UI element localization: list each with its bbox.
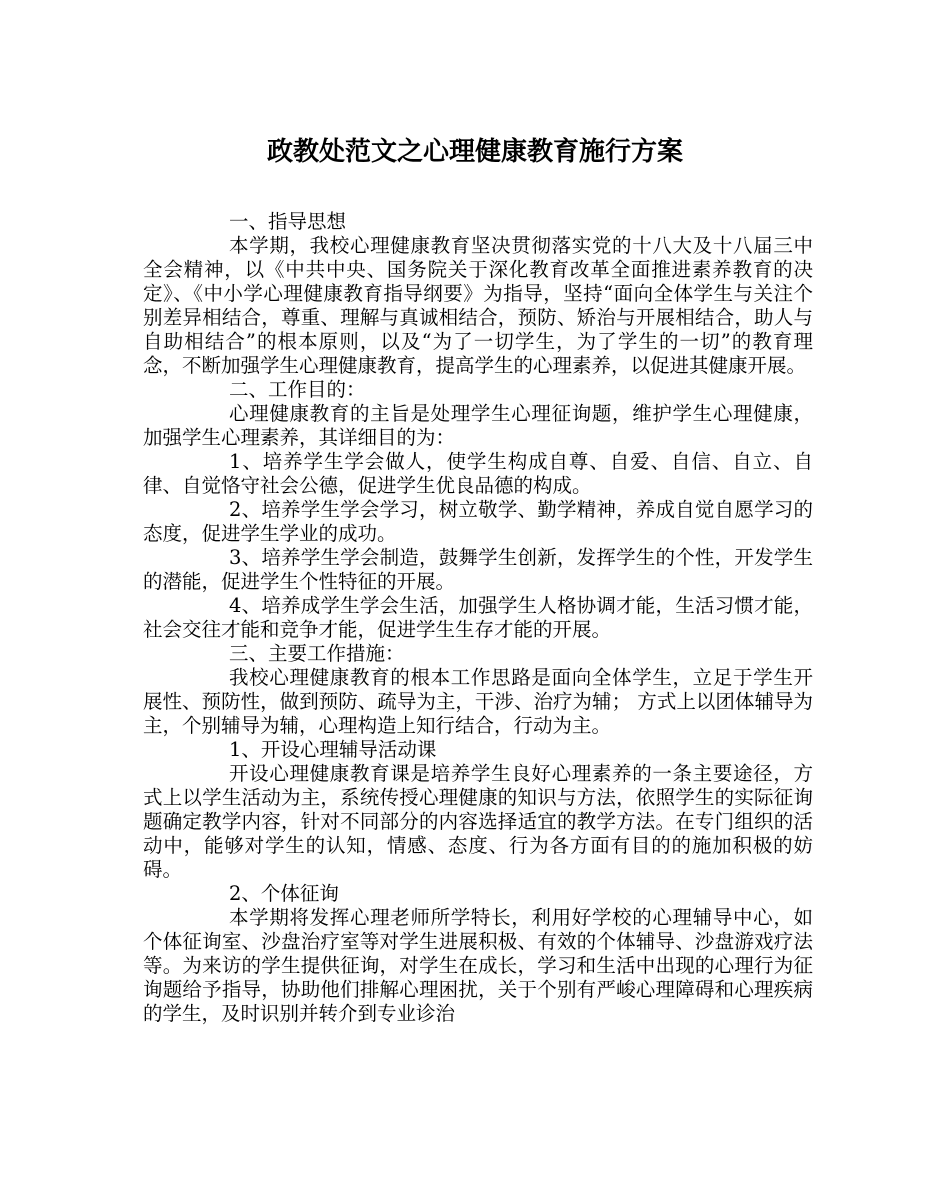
paragraph: 开设心理健康教育课是培养学生良好心理素养的一条主要途径，方式上以学生活动为主，系统传授心理健康的知识与方法，依照学生的实际征询题确定教学内容，针对不同部分的内容选择适宜的教学方法。在专门组织的活动中，能够对学生的认知，情感、态度、行为各方面有目的的施加积极的妨碍。 — [143, 762, 813, 881]
heading-work-goals: 二、工作目的： — [229, 378, 366, 401]
list-item: 1、培养学生学会做人，使学生构成自尊、自爱、自信、自立、自律、自觉恪守社会公德，促进学生优良品德的构成。 — [143, 450, 813, 497]
list-item: 3、培养学生学会制造，鼓舞学生创新，发挥学生的个性，开发学生的潜能，促进学生个性特征的开展。 — [143, 546, 813, 593]
paragraph: 本学期，我校心理健康教育坚决贯彻落实党的十八大及十八届三中全会精神，以《中共中央、国务院关于深化教育改革全面推进素养教育的决定》、《中小学心理健康教育指导纲要》为指导，坚持“面向全体学生与关注个别差异相结合，尊重、理解与真诚相结合，预防、矫治与开展相结合，助人与自助相结合”的根本原则，以及“为了一切学生，为了学生的一切”的教育理念，不断加强学生心理健康教育，提高学生的心理素养，以促进其健康开展。 — [143, 234, 813, 377]
heading-guiding-ideology: 一、指导思想 — [229, 210, 347, 233]
subheading: 2、个体征询 — [229, 882, 339, 905]
paragraph: 我校心理健康教育的根本工作思路是面向全体学生，立足于学生开展性、预防性，做到预防、疏导为主，干涉、治疗为辅； 方式上以团体辅导为主，个别辅导为辅，心理构造上知行结合，行动为主。 — [143, 666, 813, 737]
paragraph: 本学期将发挥心理老师所学特长，利用好学校的心理辅导中心，如个体征询室、沙盘治疗室等对学生进展积极、有效的个体辅导、沙盘游戏疗法等。为来访的学生提供征询，对学生在成长，学习和生活中出现的心理行为征询题给予指导，协助他们排解心理困扰，关于个别有严峻心理障碍和心理疾病的学生，及时识别并转介到专业诊治 — [143, 906, 813, 1025]
document-body — [143, 210, 813, 1026]
document-title: 政教处范文之心理健康教育施行方案 — [266, 137, 683, 167]
subheading: 1、开设心理辅导活动课 — [229, 738, 437, 761]
heading-main-measures: 三、主要工作措施： — [229, 642, 405, 665]
list-item: 4、培养成学生学会生活，加强学生人格协调才能，生活习惯才能，社会交往才能和竞争才能，促进学生生存才能的开展。 — [143, 594, 813, 641]
paragraph: 心理健康教育的主旨是处理学生心理征询题，维护学生心理健康，加强学生心理素养，其详细目的为： — [143, 402, 813, 449]
list-item: 2、培养学生学会学习，树立敬学、勤学精神，养成自觉自愿学习的态度，促进学生学业的成功。 — [143, 498, 813, 545]
